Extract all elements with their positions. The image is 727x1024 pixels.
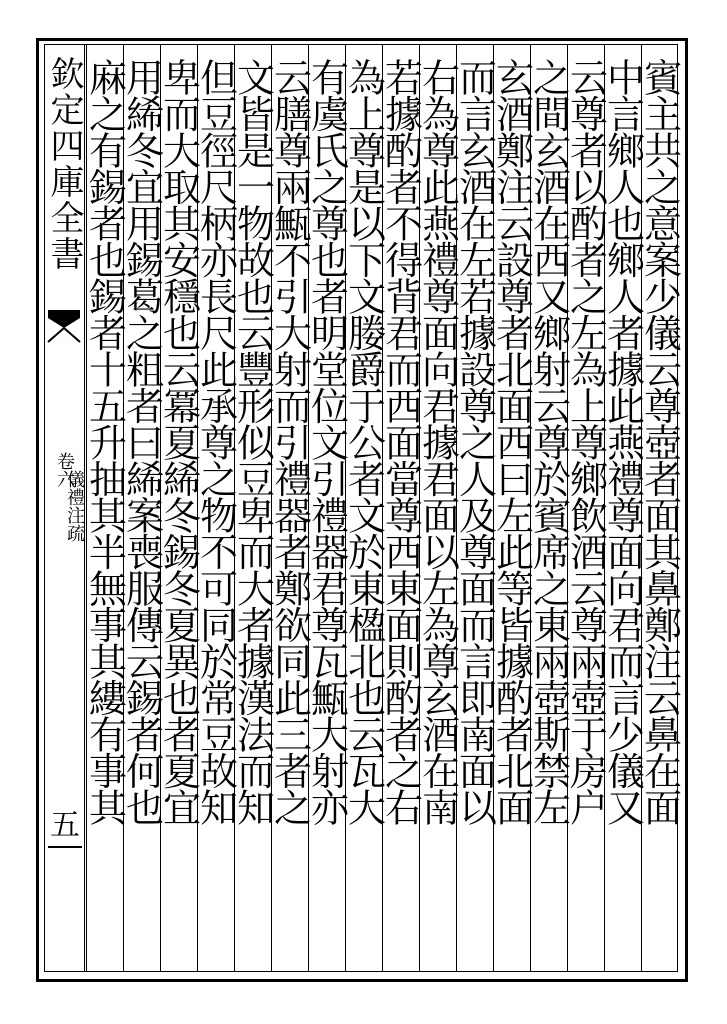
text-column: 但豆徑尺柄亦長尺此承尊之物不可同於常豆故知 (193, 58, 238, 825)
page-number: 五 (50, 808, 80, 843)
text-column: 之間玄酒在西又鄉射云尊於賓席之東兩壺斯禁左 (526, 58, 571, 825)
text-column: 中言鄉人也鄉人者據此燕禮尊面向君而言少儀又 (600, 58, 645, 825)
text-column: 為上尊是以下文媵爵于公者文於東楹北也云瓦大 (341, 58, 386, 825)
volume-sub: 卷六 (54, 452, 75, 488)
text-column: 賓主共之意案少儀云尊壺者面其鼻鄭注云鼻在面 (637, 58, 682, 825)
text-column: 若據酌者不得背君而西面當尊西東面則酌者之右 (378, 58, 423, 825)
text-column: 有虞氏之尊也者明堂位文引禮器君尊瓦甒大射亦 (304, 58, 349, 825)
volume-title: 儀禮注疏 (64, 470, 85, 542)
page-number-rule (48, 846, 82, 848)
text-column: 卑而大取其安穩也云冪夏絺冬錫冬夏異也者夏宜 (156, 58, 201, 825)
book-title: 欽定四庫全書 (44, 56, 84, 272)
text-column: 玄酒鄭注云設尊者北面西曰左此等皆據酌者北面 (489, 58, 534, 825)
text-column: 云膳尊兩甒不引大射而引禮器者鄭欲同此三者之 (267, 58, 312, 825)
text-column: 麻之有錫者也錫者十五升抽其半無事其縷有事其 (82, 58, 127, 825)
text-column: 文皆是一物故也云豐形似豆卑而大者據漢法而知 (230, 58, 275, 825)
text-column: 用絺冬宜用錫葛之粗者曰絺案喪服傳云錫者何也 (119, 58, 164, 825)
text-column: 而言玄酒在左若據設尊之人及尊面而言即南面以 (452, 58, 497, 825)
text-column: 云尊者以酌者之左為上尊鄉飲酒云尊兩壺于房户 (563, 58, 608, 825)
text-column: 右為尊此燕禮尊面向君據君面以左為尊玄酒在南 (415, 58, 460, 825)
fish-tail-mark-icon (46, 306, 82, 346)
